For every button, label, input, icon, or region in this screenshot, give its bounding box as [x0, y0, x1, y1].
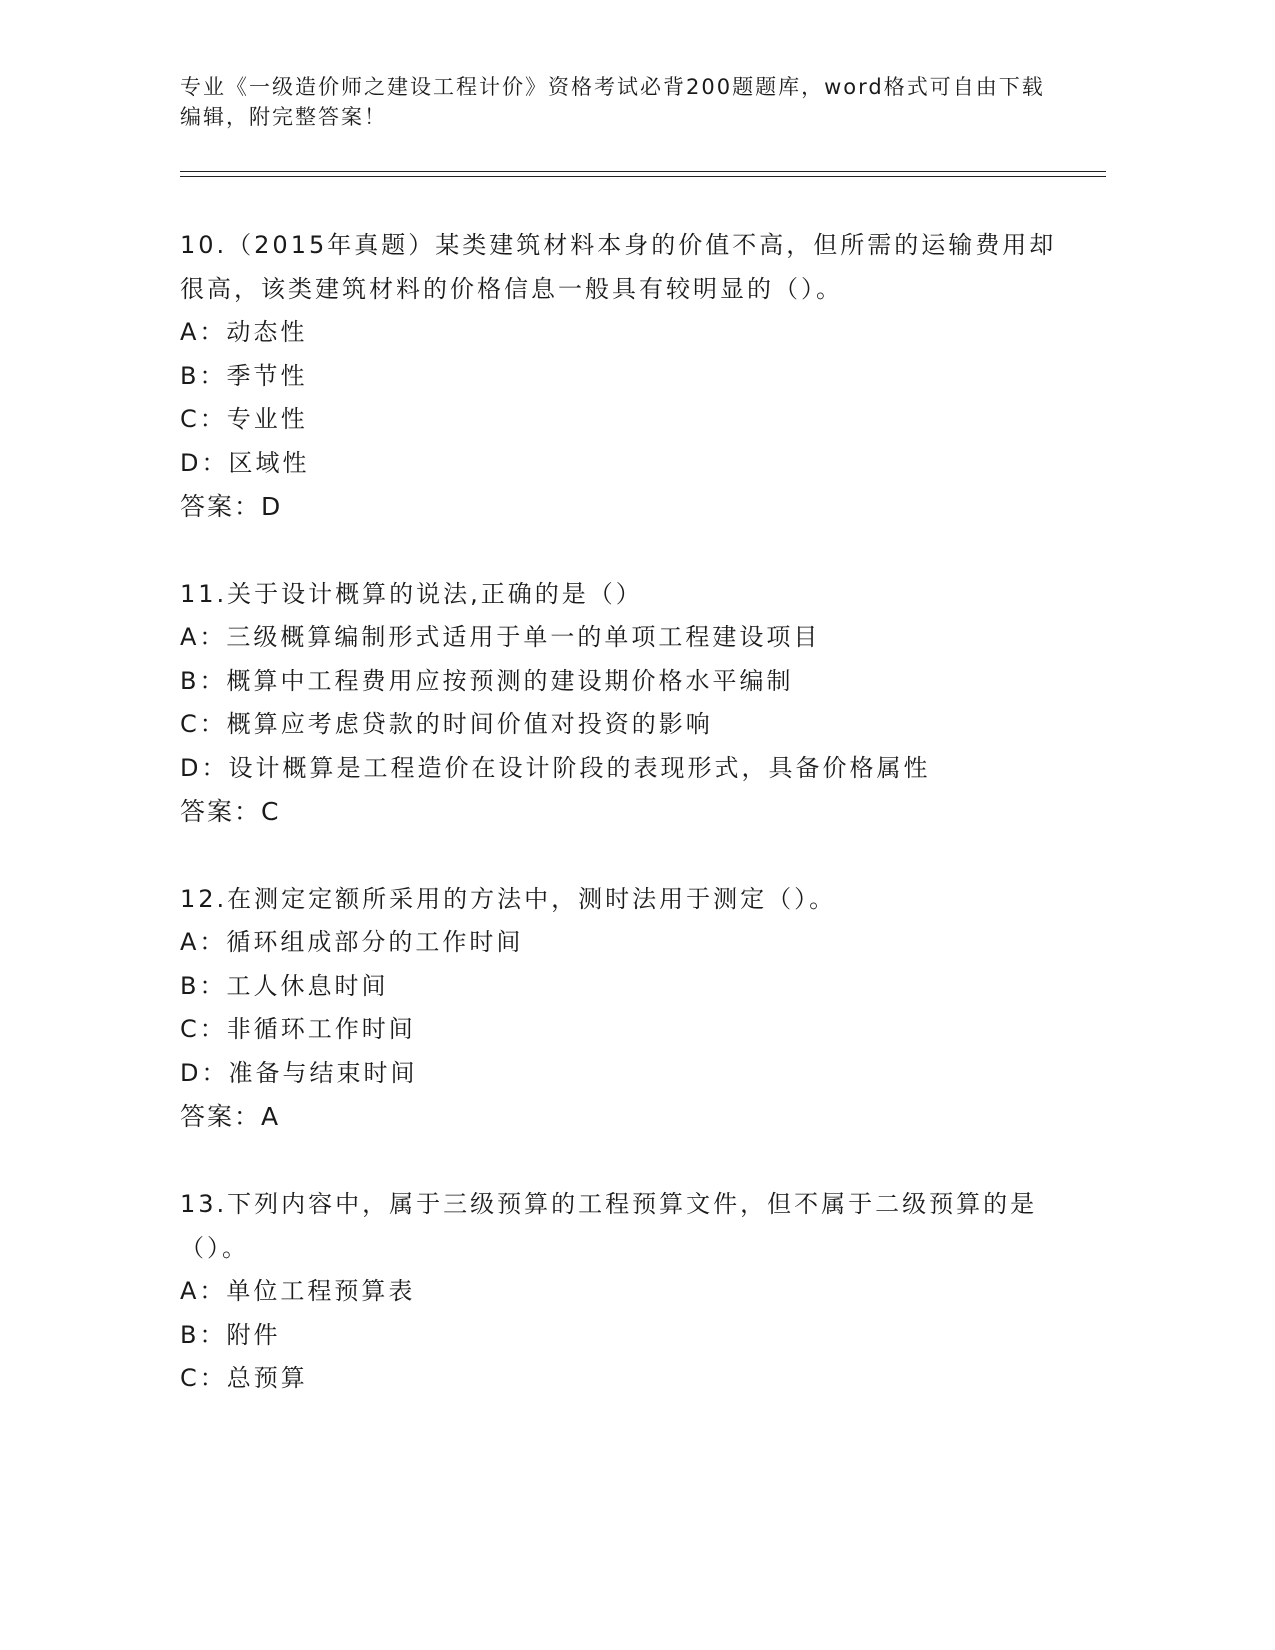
option-a: A：循环组成部分的工作时间 [180, 928, 524, 956]
answer: 答案：A [180, 1102, 281, 1131]
option-c: C：非循环工作时间 [180, 1015, 416, 1043]
option-a: A：单位工程预算表 [180, 1277, 416, 1305]
option-b: B：附件 [180, 1320, 281, 1349]
option-a: A：三级概算编制形式适用于单一的单项工程建设项目 [180, 623, 821, 651]
option-b: B：工人休息时间 [180, 971, 389, 1000]
option-b: B：季节性 [180, 361, 308, 390]
question-stem: 12.在测定定额所采用的方法中，测时法用于测定（）。 [180, 885, 837, 913]
option-d: D：准备与结束时间 [180, 1058, 418, 1087]
question-13 [180, 1182, 1060, 1401]
question-10 [180, 223, 1060, 529]
question-stem: 10.（2015年真题）某类建筑材料本身的价值不高，但所需的运输费用却很高，该类建筑材料的价格信息一般具有较明显的（）。 [180, 231, 1057, 303]
option-c: C：概算应考虑贷款的时间价值对投资的影响 [180, 710, 713, 738]
option-c: C：专业性 [180, 405, 308, 433]
answer: 答案：C [180, 797, 281, 826]
answer: 答案：D [180, 492, 283, 521]
question-11 [180, 572, 1060, 834]
option-c: C：总预算 [180, 1364, 308, 1392]
option-d: D：设计概算是工程造价在设计阶段的表现形式，具备价格属性 [180, 753, 931, 782]
option-d: D：区域性 [180, 448, 310, 477]
document-header: 专业《一级造价师之建设工程计价》资格考试必背200题题库，word格式可自由下载编辑，附完整答案！ [180, 75, 1045, 129]
header-divider-top [180, 171, 1106, 172]
header-divider-bottom [180, 176, 1106, 177]
option-b: B：概算中工程费用应按预测的建设期价格水平编制 [180, 666, 794, 695]
question-stem: 13.下列内容中，属于三级预算的工程预算文件，但不属于二级预算的是（）。 [180, 1190, 1038, 1262]
question-12 [180, 877, 1060, 1139]
question-stem: 11.关于设计概算的说法,正确的是（） [180, 580, 643, 608]
option-a: A：动态性 [180, 318, 308, 346]
